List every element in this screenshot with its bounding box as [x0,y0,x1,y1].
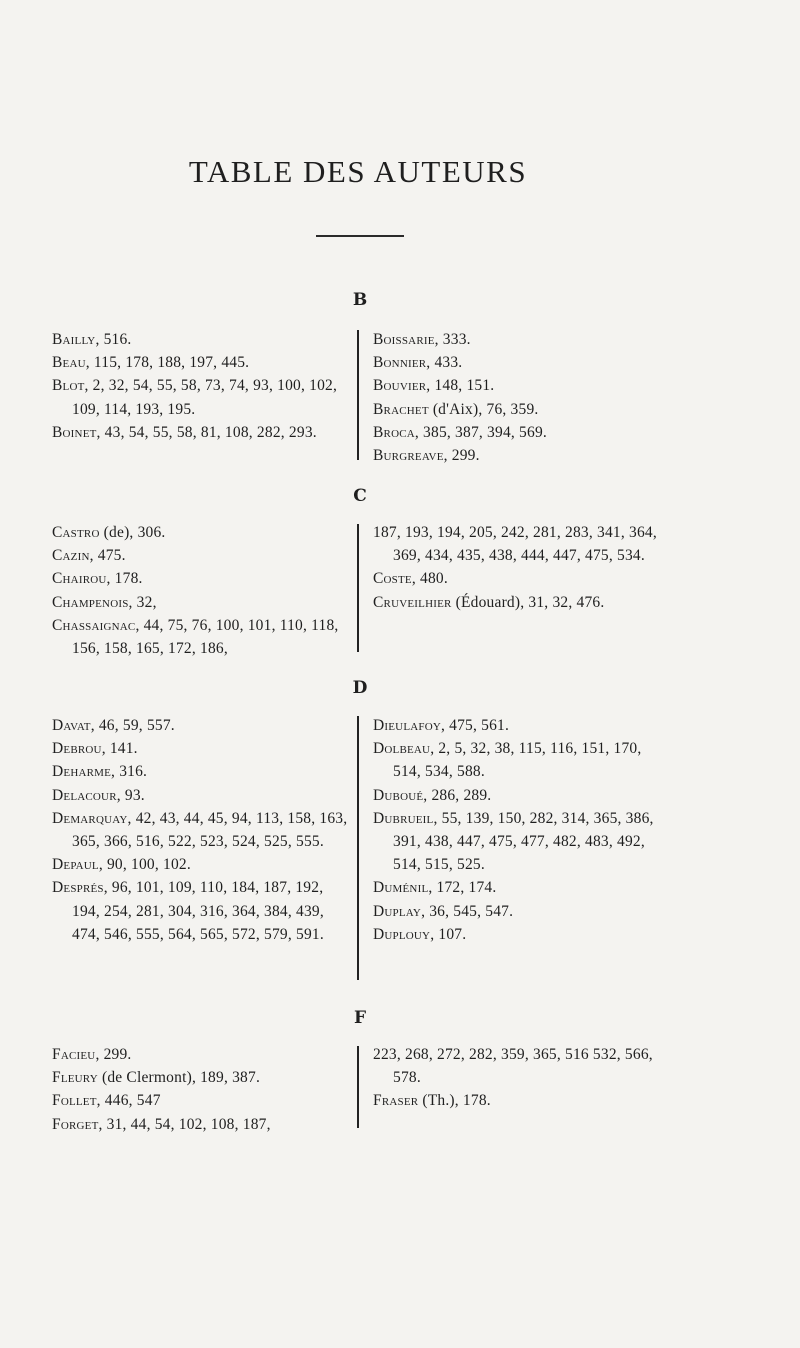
author-name: Debrou [52,740,102,758]
page-refs: 187, 193, 194, 205, 242, 281, 283, 341, 364, 369, 434, 435, 438, 444, 447, 475, 534. [373,524,657,565]
index-entry [373,807,673,877]
section-c-right [373,521,673,614]
index-entry [373,328,673,351]
author-name: Després [52,879,104,897]
index-entry [52,760,348,783]
section-letter-d: D [352,678,368,698]
title-rule [316,235,404,237]
index-entry [52,544,348,567]
author-name: Cazin [52,547,90,565]
page-refs: (de), 306. [99,524,166,541]
index-entry [373,398,673,421]
index-entry [52,1089,348,1112]
index-entry [52,853,348,876]
page-refs: , 42, 43, 44, 45, 94, 113, 158, 163, 365, 366, 516, 522, 523, 524, 525, 555. [72,809,348,851]
section-letter-c: C [353,486,367,506]
author-name: Davat [52,717,91,734]
author-name: Demarquay [52,809,128,827]
index-entry [373,374,673,397]
section-letter-f: F [353,1008,367,1028]
index-entry [373,923,673,946]
page-refs: , 2, 32, 54, 55, 58, 73, 74, 93, 100, 102, 109, 114, 193, 195. [72,377,338,418]
author-name: Fraser [373,1092,419,1110]
column-divider [357,716,359,980]
page-refs: , 475. [89,547,126,565]
page-refs: (Th.), 178. [418,1092,491,1110]
page-refs: , 385, 387, 394, 569. [414,423,547,441]
column-divider [357,1046,359,1128]
page-refs: , 43, 54, 55, 58, 81, 108, 282, 293. [96,423,317,441]
author-name: Brachet [373,400,429,418]
page-title: TABLE DES AUTEURS [188,154,528,189]
page-refs: , 172, 174. [428,879,497,897]
page-refs: , 46, 59, 557. [90,717,175,734]
index-entry [52,714,348,737]
author-name: Chairou [52,570,107,588]
page-refs: , 2, 5, 32, 38, 115, 116, 151, 170, 514, 534, 588. [393,740,642,781]
author-name: Boissarie [373,331,435,348]
index-entry [52,876,348,946]
page-refs: , 115, 178, 188, 197, 445. [85,354,250,372]
page-refs: , 475, 561. [441,717,510,734]
section-d-left [52,714,348,946]
author-name: Duplouy [373,925,431,943]
index-entry [373,521,673,567]
index-entry [373,784,673,807]
index-entry [373,714,673,737]
page-refs: , 107. [430,925,467,943]
index-entry [373,900,673,923]
author-name: Bouvier [373,377,427,395]
section-f-right [373,1043,673,1113]
index-entry [373,567,673,590]
page-refs: (Édouard), 31, 32, 476. [451,593,605,611]
author-name: Burgreave [373,447,444,465]
author-name: Depaul [52,856,99,874]
column-divider [357,330,359,460]
index-entry [52,1066,348,1089]
index-entry [373,1089,673,1112]
page-refs: , 55, 139, 150, 282, 314, 365, 386, 391, 438, 447, 475, 477, 482, 483, 492, 514, 515, 525. [393,809,654,874]
author-name: Castro [52,524,100,541]
index-entry [52,614,348,660]
index-entry [52,807,348,853]
index-entry [52,1113,348,1136]
author-name: Blot [52,377,85,395]
index-entry [52,328,348,351]
author-name: Follet [52,1092,97,1110]
index-entry [52,591,348,614]
page-refs: , 316. [111,763,148,781]
index-entry [373,444,673,467]
author-name: Boinet [52,423,97,441]
author-name: Chassaignac [52,616,136,634]
page-refs: , 286, 289. [423,786,492,804]
index-entry [52,1043,348,1066]
author-name: Bailly [52,331,96,348]
page-refs: , 141. [101,740,138,758]
author-name: Broca [373,423,415,441]
index-entry [373,737,673,783]
author-name: Coste [373,570,412,588]
index-entry [373,876,673,899]
index-entry [52,351,348,374]
section-c-left [52,521,348,660]
page-refs: , 31, 44, 54, 102, 108, 187, [98,1115,271,1133]
page-refs: , 36, 545, 547. [421,902,514,920]
section-d-right [373,714,673,946]
section-b-right [373,328,673,467]
index-entry [373,421,673,444]
section-b-left [52,328,348,444]
author-name: Duménil [373,879,429,897]
index-entry [52,374,348,420]
author-name: Dieulafoy [373,717,441,734]
index-entry [373,591,673,614]
page-refs: , 333. [434,331,471,348]
author-name: Champenois [52,593,129,611]
page-refs: , 90, 100, 102. [98,856,191,874]
section-letter-b: B [352,290,368,310]
author-name: Duplay [373,902,422,920]
author-name: Beau [52,354,86,372]
section-f-left [52,1043,348,1136]
index-entry [52,421,348,444]
index-entry [52,737,348,760]
page-refs: , 516. [95,331,132,348]
author-name: Duboué [373,786,424,804]
page-refs: (de Clermont), 189, 387. [97,1069,261,1087]
index-entry [373,351,673,374]
author-name: Dolbeau [373,740,431,758]
page-refs: , 32, [128,593,157,611]
page-refs: , 44, 75, 76, 100, 101, 110, 118, 156, 158, 165, 172, 186, [72,616,339,658]
page-refs: , 433. [426,354,463,372]
index-entry [52,567,348,590]
author-name: Bonnier [373,354,427,372]
page-refs: , 178. [106,570,143,588]
page-refs: (d'Aix), 76, 359. [428,400,539,418]
page-refs: , 96, 101, 109, 110, 184, 187, 192, 194, 254, 281, 304, 316, 364, 384, 439, 474, 546, 555, 564, 565, 572, 579, 591. [72,879,324,943]
author-name: Deharme [52,763,112,781]
index-entry [52,521,348,544]
author-name: Dubrueil [373,809,434,827]
page-refs: , 446, 547 [96,1092,161,1110]
page-refs: , 480. [411,570,448,588]
column-divider [357,524,359,652]
page-refs: , 299. [443,447,480,465]
author-name: Fleury [52,1069,98,1087]
author-name: Forget [52,1115,99,1133]
page-refs: , 93. [116,786,145,804]
page-refs: 223, 268, 272, 282, 359, 365, 516 532, 566, 578. [373,1046,653,1087]
index-entry [373,1043,673,1089]
author-name: Delacour [52,786,117,804]
page-refs: , 148, 151. [426,377,495,395]
page-refs: , 299. [95,1046,132,1063]
index-entry [52,784,348,807]
author-name: Cruveilhier [373,593,452,611]
author-name: Facieu [52,1046,96,1063]
